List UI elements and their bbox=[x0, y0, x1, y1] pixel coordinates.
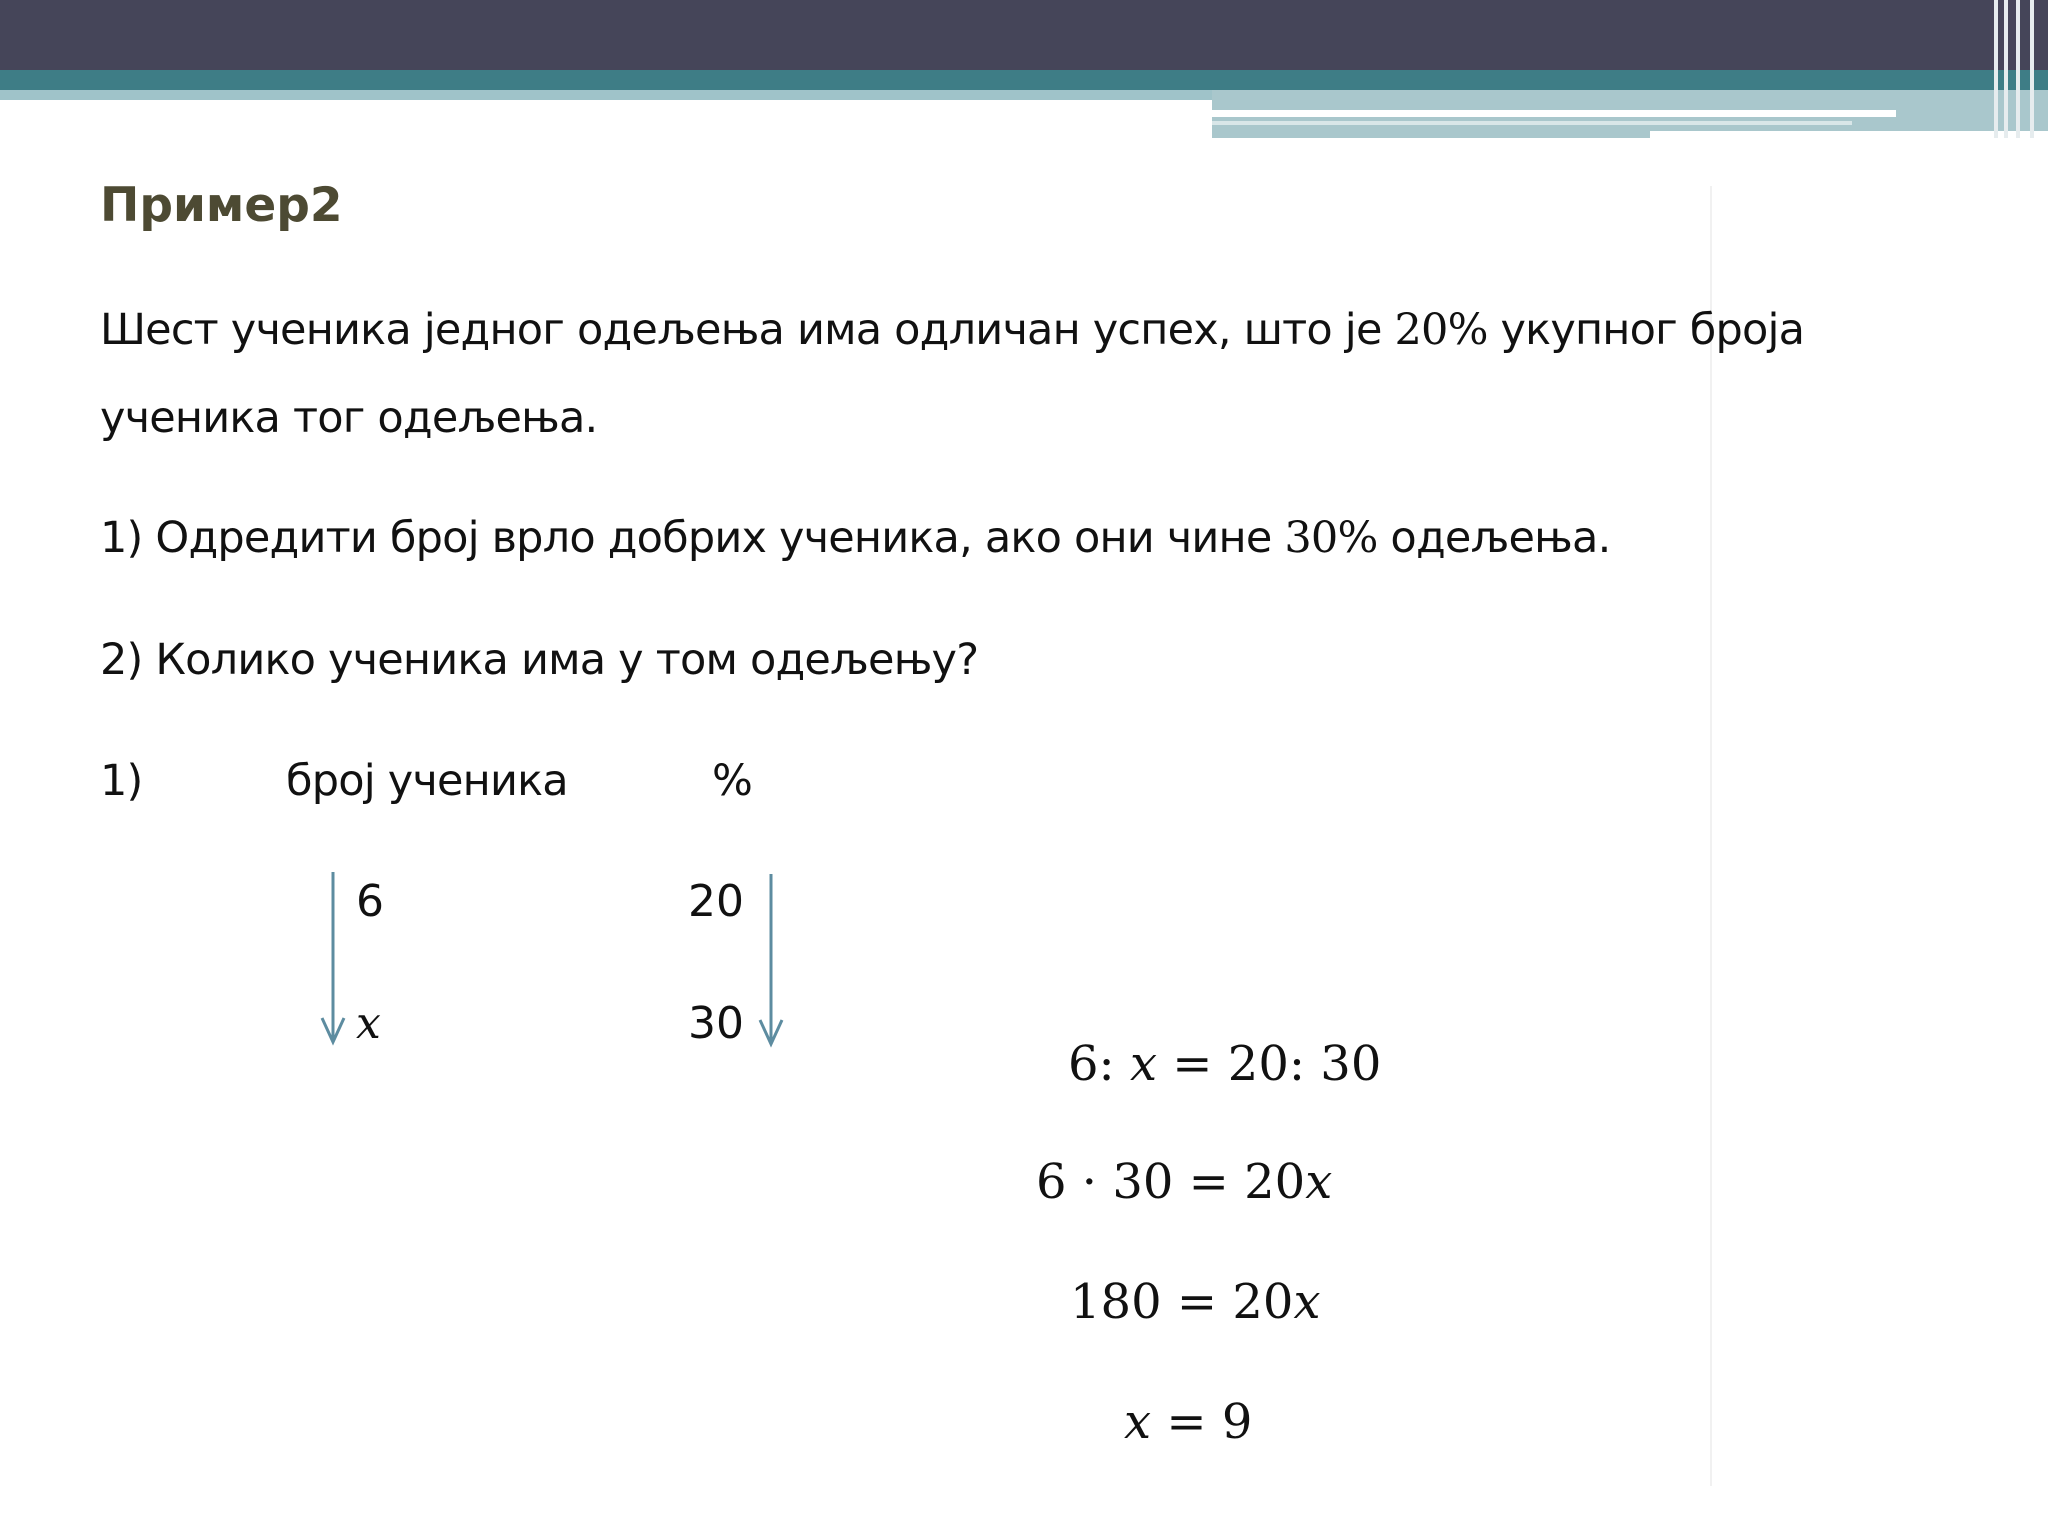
equation-variable: x bbox=[1129, 1036, 1158, 1092]
percent-value: 20% bbox=[1394, 305, 1488, 355]
equation-part: 6: bbox=[1068, 1036, 1130, 1092]
header-stripe bbox=[2030, 0, 2034, 138]
equation-variable: x bbox=[1293, 1274, 1321, 1330]
arrow-down-icon bbox=[756, 872, 786, 1052]
equation-variable: x bbox=[1305, 1154, 1333, 1210]
count-value-1: 6 bbox=[356, 876, 384, 927]
arrow-down-icon bbox=[318, 870, 348, 1050]
column-header-percent: % bbox=[712, 756, 753, 806]
problem-line-1 bbox=[100, 286, 1804, 374]
problem-text: укупног броја bbox=[1487, 305, 1805, 355]
slide-title: Пример2 bbox=[100, 178, 343, 233]
header-stripe bbox=[1994, 0, 1998, 138]
question-text: одељења. bbox=[1377, 513, 1611, 563]
percent-value-1: 20 bbox=[688, 876, 744, 927]
equation-4 bbox=[1124, 1394, 1252, 1450]
header-bar-dark bbox=[0, 0, 2048, 70]
equation-1 bbox=[1068, 1036, 1381, 1092]
equation-part: = 9 bbox=[1151, 1394, 1253, 1450]
header-stripe bbox=[2016, 0, 2020, 138]
count-value-2: x bbox=[356, 998, 381, 1049]
equation-part: = 20: 30 bbox=[1157, 1036, 1382, 1092]
solution-label: 1) bbox=[100, 756, 143, 806]
equation-part: 180 = 20 bbox=[1070, 1274, 1294, 1330]
header-bar-light bbox=[0, 90, 1212, 100]
question-2: 2) Колико ученика има у том одељењу? bbox=[100, 635, 979, 685]
percent-value-2: 30 bbox=[688, 998, 744, 1049]
header-accent-line bbox=[1212, 121, 1852, 125]
percent-value: 30% bbox=[1284, 513, 1378, 563]
content-divider bbox=[1710, 186, 1712, 1486]
equation-3 bbox=[1070, 1274, 1321, 1330]
equation-2 bbox=[1036, 1154, 1332, 1210]
header-accent-notch bbox=[1650, 131, 2048, 138]
problem-line-2: ученика тог одељења. bbox=[100, 393, 598, 443]
header-accent-line bbox=[1212, 110, 1896, 117]
header-bar-teal bbox=[0, 70, 2048, 90]
equation-variable: x bbox=[1124, 1394, 1152, 1450]
header-stripe bbox=[2004, 0, 2008, 138]
problem-text: Шест ученика једног одељења има одличан успех, што је bbox=[100, 305, 1395, 355]
question-text: 1) Одредити број врло добрих ученика, ако они чине bbox=[100, 513, 1285, 563]
question-1 bbox=[100, 494, 1610, 582]
equation-part: 6 · 30 = 20 bbox=[1036, 1154, 1306, 1210]
column-header-count: број ученика bbox=[286, 756, 568, 806]
